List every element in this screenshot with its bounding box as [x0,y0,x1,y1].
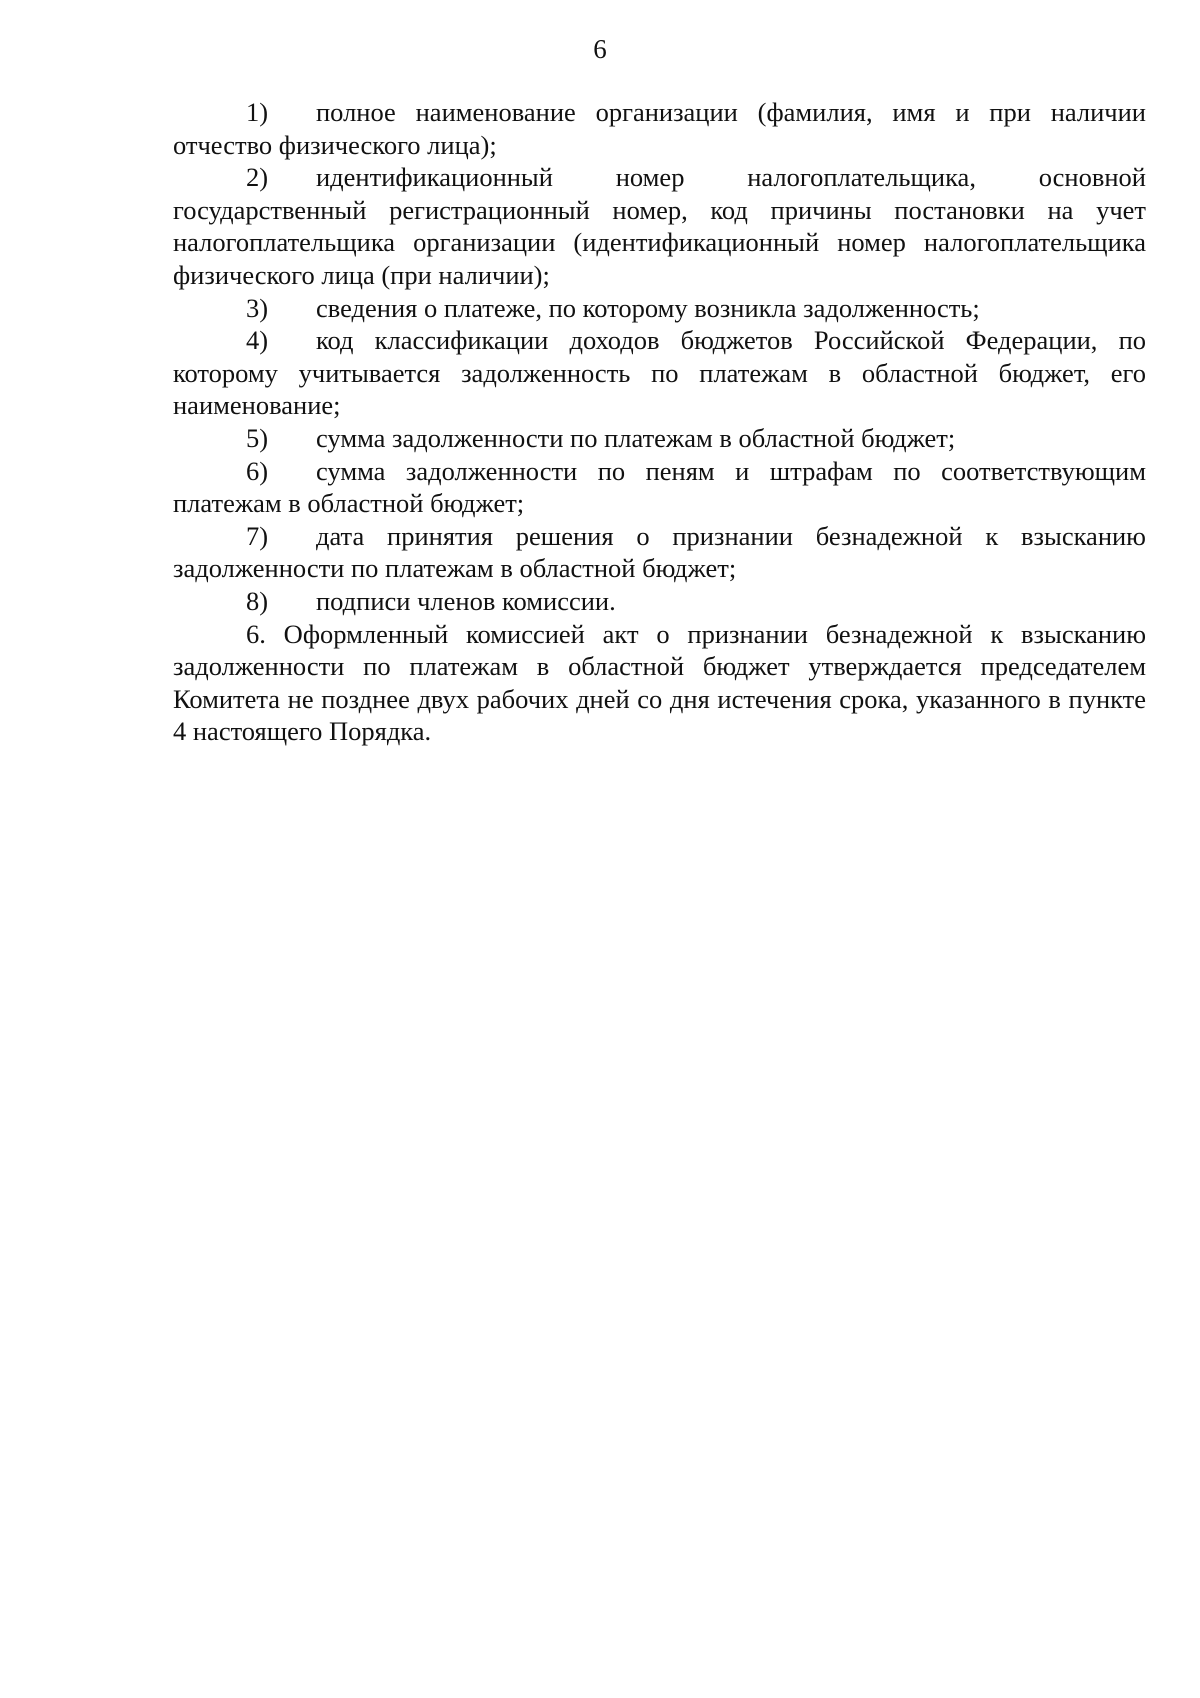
list-item-text: дата принятия решения о признании безнадежной к взысканию задолженности по платежам в областной бюджет; [173,520,1146,584]
list-item-number: 3) [246,292,269,323]
list-item-text: сумма задолженности по пеням и штрафам по соответствующим платежам в областной бюджет; [173,455,1146,519]
list-item-text: код классификации доходов бюджетов Российской Федерации, по которому учитывается задолженность по платежам в областной бюджет, его наименование; [173,325,1146,421]
list-item-number: 1) [246,97,269,127]
list-item [173,422,1146,455]
page-number: 6 [593,34,607,64]
list-item [173,324,1146,422]
list-item [173,292,1146,325]
list-item-number: 7) [246,520,269,551]
list-item [173,585,1146,618]
list-item-number: 5) [246,422,269,453]
list-item [173,520,1146,585]
list-item-number: 2) [246,162,269,193]
list-item [173,161,1146,291]
list-item-text: сведения о платеже, по которому возникла задолженность; [316,292,980,323]
closing-paragraph: 6. Оформленный комиссией акт о признании безнадежной к взысканию задолженности по платежам в областной бюджет утверждается председателем Комитета не позднее двух рабочих дней со дня истечения срока, указанного в пункте 4 настоящего Порядка. [173,618,1146,747]
list-item-text: подписи членов комиссии. [316,585,616,616]
list-item [173,96,1146,161]
list-item [173,455,1146,520]
list-item-text: полное наименование организации (фамилия, имя и при наличии отчество физического лица); [173,97,1146,160]
list-item-text: сумма задолженности по платежам в областной бюджет; [316,422,956,453]
list-item-number: 4) [246,325,269,356]
list-item-number: 8) [246,585,269,616]
document-body [173,96,1146,748]
list-item-text: идентификационный номер налогоплательщика, основной государственный регистрационный номер, код причины постановки на учет налогоплательщика организации (идентификационный номер налогоплательщика физического лица (при наличии); [173,162,1146,290]
list-item-number: 6) [246,455,269,486]
